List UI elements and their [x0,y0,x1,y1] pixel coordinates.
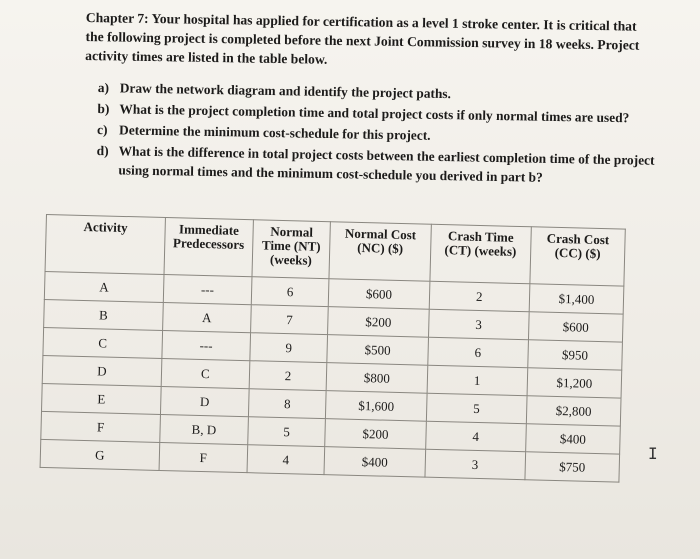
question-d [96,141,657,189]
cell-predecessors: C [161,358,250,388]
header-predecessors: Immediate Predecessors [164,218,253,277]
question-label: c) [96,121,108,138]
cell-activity: B [44,299,164,330]
question-list [96,78,658,191]
header-normal-cost: Normal Cost (NC) ($) [329,222,431,282]
cell-predecessors: B, D [160,414,249,444]
cell-activity: C [43,327,163,358]
cell-normal-time: 8 [248,389,326,419]
cell-crash-time: 3 [428,309,529,340]
question-label: b) [97,100,110,117]
cell-normal-time: 9 [250,333,328,363]
cell-predecessors: D [160,386,249,416]
intro-text: Your hospital has applied for certification as a level 1 stroke center. It is critical that the following project is completed before the next Joint Commission survey in 18 weeks. Project activity times are listed in the table below. [85,11,640,67]
question-text: Draw the network diagram and identify the project paths. [119,80,452,102]
cell-crash-time: 5 [426,393,527,424]
cell-predecessors: A [162,302,251,332]
chapter-label: Chapter 7: [85,9,149,26]
cell-activity: E [42,383,162,414]
header-activity: Activity [45,215,165,275]
text-cursor-icon: I [648,444,658,463]
cell-crash-cost: $600 [528,312,623,342]
cell-crash-cost: $950 [528,340,623,370]
cell-crash-time: 2 [429,281,530,312]
cell-predecessors: --- [163,275,252,305]
cell-normal-time: 4 [247,445,325,475]
cell-normal-cost: $200 [328,307,429,338]
cell-activity: G [40,439,160,470]
cell-normal-time: 2 [249,361,327,391]
cell-crash-time: 3 [425,449,526,480]
cell-normal-cost: $500 [327,335,428,366]
question-label: d) [96,142,109,159]
cell-normal-time: 7 [250,305,328,335]
question-text: What is the difference in total project costs between the earliest completion time of the project using normal times and the minimum cost-schedule you derived in part b? [118,143,655,185]
question-text: Determine the minimum cost-schedule for this project. [118,122,431,143]
question-label: a) [97,79,110,96]
cell-crash-cost: $1,200 [527,368,622,398]
cell-normal-cost: $400 [324,447,425,478]
cell-normal-time: 6 [251,277,329,307]
cell-crash-cost: $2,800 [526,396,621,426]
cell-normal-cost: $800 [326,363,427,394]
cell-normal-cost: $200 [325,419,426,450]
cell-normal-time: 5 [247,417,325,447]
header-crash-time: Crash Time (CT) (weeks) [429,224,531,284]
question-text: What is the project completion time and total project costs if only normal times are used? [119,101,630,126]
cell-crash-time: 4 [425,421,526,452]
cell-predecessors: --- [162,330,251,360]
header-crash-cost: Crash Cost (CC) ($) [530,227,626,286]
cell-activity: A [44,271,164,302]
activity-table [40,214,626,483]
cell-crash-cost: $750 [525,452,620,482]
cell-activity: F [41,411,161,442]
cell-normal-cost: $1,600 [326,391,427,422]
cell-crash-cost: $1,400 [529,284,624,314]
cell-crash-time: 6 [427,337,528,368]
cell-crash-cost: $400 [525,424,620,454]
cell-normal-cost: $600 [329,279,430,310]
header-normal-time: Normal Time (NT) (weeks) [252,220,331,279]
cell-crash-time: 1 [427,365,528,396]
chapter-intro [85,8,646,74]
cell-activity: D [42,355,162,386]
cell-predecessors: F [159,442,248,472]
